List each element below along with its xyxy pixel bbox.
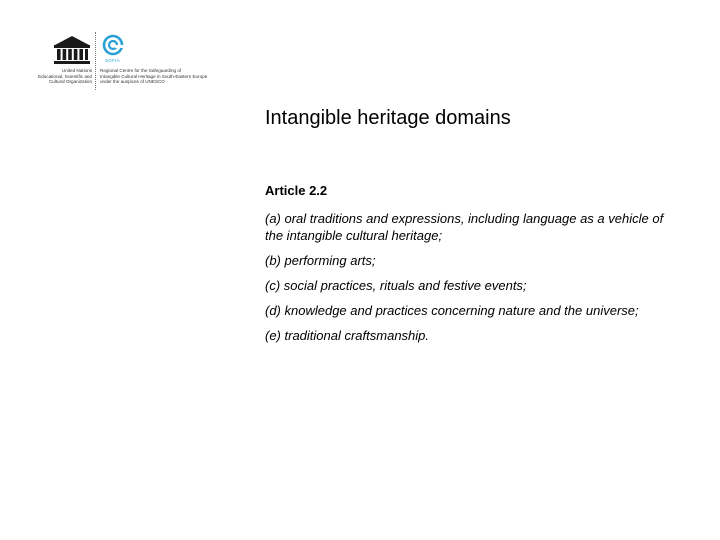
unesco-caption: United Nations Educational, Scientific and Cultural Organization — [38, 68, 92, 85]
domain-item-b: (b) performing arts; — [265, 253, 376, 268]
unesco-temple-icon — [52, 34, 92, 66]
domain-item-e: (e) traditional craftsmanship. — [265, 328, 430, 343]
domain-item-a: (a) oral traditions and expressions, including language as a vehicle of the intangible cultural heritage; — [265, 211, 664, 243]
domain-item-d: (d) knowledge and practices concerning nature and the universe; — [265, 303, 639, 318]
article-heading: Article 2.2 — [265, 183, 328, 198]
logo-divider — [95, 32, 96, 90]
center-wordmark: SOFIA — [105, 58, 121, 63]
page-title: Intangible heritage domains — [265, 107, 511, 129]
center-caption: Regional Centre for the Safeguarding of Intangible Cultural Heritage in South-Eastern Europe under the auspices of UNESCO — [100, 68, 208, 85]
domain-list — [265, 210, 665, 352]
spiral-emblem-icon — [102, 34, 124, 56]
logo-block — [30, 30, 220, 92]
domain-item-c: (c) social practices, rituals and festive events; — [265, 278, 527, 293]
